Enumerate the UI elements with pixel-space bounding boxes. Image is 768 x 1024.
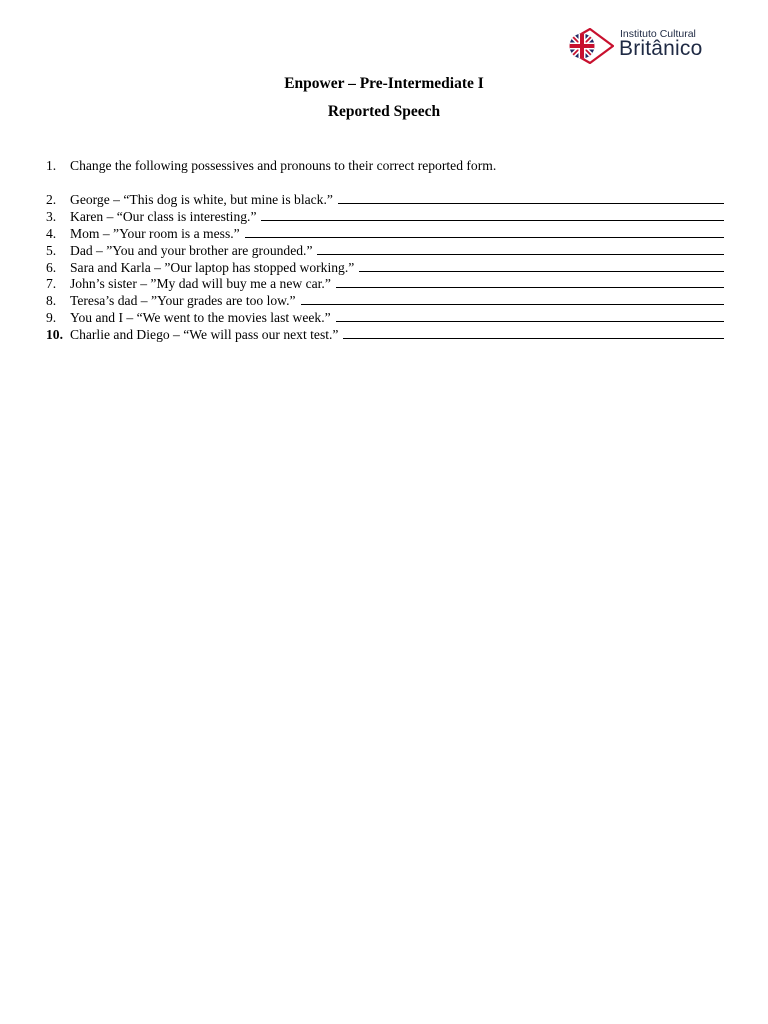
item-number: 6.	[46, 259, 57, 275]
answer-blank[interactable]	[338, 192, 724, 204]
list-item	[46, 310, 726, 327]
logo-name: Britânico	[619, 37, 703, 60]
exercise-list	[46, 158, 726, 344]
logo-subtitle: Instituto Cultural	[620, 28, 696, 40]
uk-flag-icon	[568, 28, 614, 64]
item-text: Sara and Karla – ”Our laptop has stopped working.”	[70, 259, 355, 275]
item-text: George – “This dog is white, but mine is black.”	[70, 191, 333, 207]
page-subtitle: Reported Speech	[327, 103, 441, 120]
answer-blank[interactable]	[336, 310, 724, 322]
item-number: 9.	[46, 310, 57, 326]
item-text: Karen – “Our class is interesting.”	[70, 208, 257, 224]
item-text: Charlie and Diego – “We will pass our next test.”	[70, 327, 339, 343]
item-text: Teresa’s dad – ”Your grades are too low.”	[70, 293, 296, 309]
institute-logo	[568, 22, 718, 66]
item-number: 5.	[46, 242, 57, 258]
list-item	[46, 293, 726, 310]
item-number: 4.	[46, 225, 57, 241]
answer-blank[interactable]	[336, 276, 724, 288]
list-item	[46, 226, 726, 243]
list-item	[46, 192, 726, 209]
item-number: 3.	[46, 208, 57, 224]
item-number: 8.	[46, 293, 57, 309]
list-item	[46, 276, 726, 293]
item-number: 10.	[46, 327, 63, 343]
instruction-item	[46, 158, 726, 175]
answer-blank[interactable]	[343, 327, 724, 339]
answer-blank[interactable]	[245, 226, 724, 238]
answer-blank[interactable]	[301, 293, 724, 305]
item-number: 7.	[46, 276, 57, 292]
page-title: Enpower – Pre-Intermediate I	[284, 75, 484, 92]
item-number: 1.	[46, 158, 57, 173]
answer-blank[interactable]	[359, 260, 724, 272]
item-text: Dad – ”You and your brother are grounded.”	[70, 242, 313, 258]
list-item	[46, 243, 726, 260]
answer-blank[interactable]	[261, 209, 724, 221]
answer-blank[interactable]	[317, 243, 724, 255]
item-text: Mom – ”Your room is a mess.”	[70, 225, 240, 241]
list-item	[46, 327, 726, 344]
item-number: 2.	[46, 191, 57, 207]
list-item	[46, 209, 726, 226]
item-text: You and I – “We went to the movies last week.”	[70, 310, 331, 326]
instruction-text: Change the following possessives and pronouns to their correct reported form.	[70, 158, 497, 173]
item-text: John’s sister – ”My dad will buy me a new car.”	[70, 276, 331, 292]
list-item	[46, 260, 726, 277]
